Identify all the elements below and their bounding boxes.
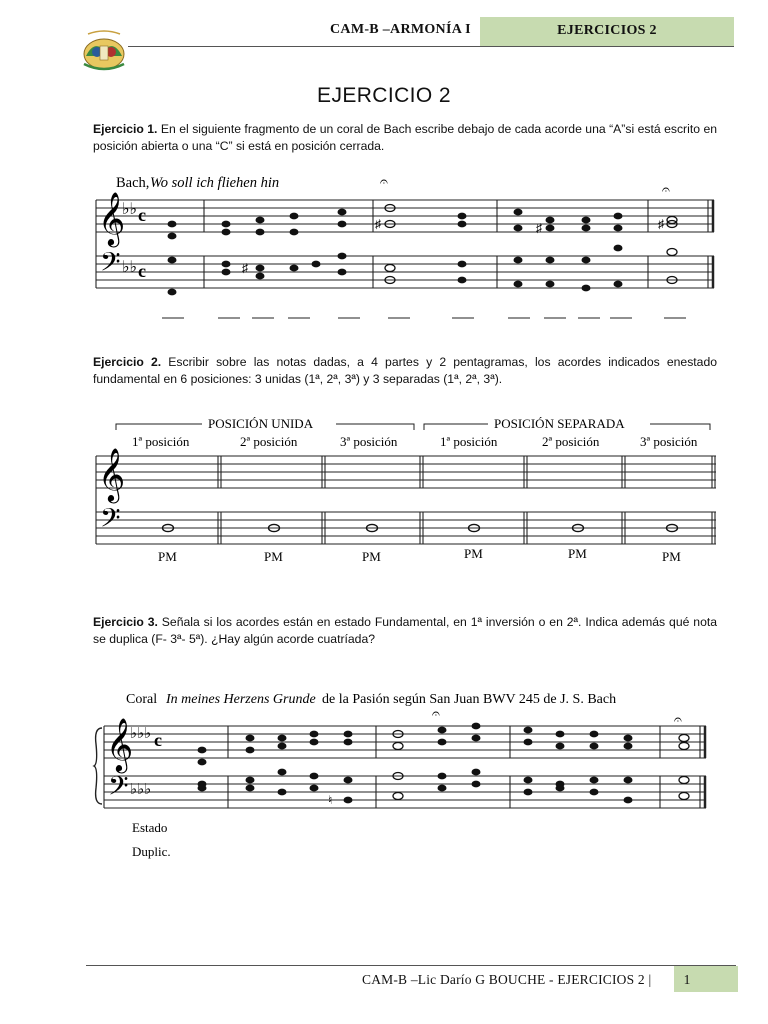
row-label-estado: Estado <box>132 820 168 835</box>
row-label-duplic: Duplic. <box>132 844 171 859</box>
barlines <box>104 726 705 808</box>
chord-label: PM <box>264 549 283 564</box>
key-signature-flats: ♭♭ <box>122 201 138 218</box>
position-label: 2ª posición <box>542 434 600 449</box>
exercise-2-label: Ejercicio 2. <box>93 355 162 369</box>
chord-label: PM <box>158 549 177 564</box>
exercise-3-instructions <box>93 614 717 648</box>
header-divider <box>128 46 734 47</box>
chord-label: PM <box>464 546 483 561</box>
bass-clef: 𝄢 <box>100 503 121 539</box>
sharp-icon: ♯ <box>375 217 381 231</box>
header-section-label: EJERCICIOS 2 <box>557 23 657 38</box>
exercise-2-instructions <box>93 354 717 388</box>
chord-notes <box>168 209 623 296</box>
chord-label: PM <box>568 546 587 561</box>
half-notes <box>393 731 689 800</box>
fermata-icon: 𝄐 <box>380 175 388 190</box>
chord-label: PM <box>362 549 381 564</box>
time-signature-bass: c <box>138 261 146 281</box>
treble-clef: 𝄞 <box>98 193 126 244</box>
position-label: 1ª posición <box>440 434 498 449</box>
bass-staff <box>96 512 716 544</box>
treble-clef: 𝄞 <box>106 719 134 770</box>
footer-divider <box>86 965 736 966</box>
exercise-3-text: Señala si los acordes están en estado Fundamental, en 1ª inversión o en 2ª. Indica además qué nota se duplica (F- 3ª- 5ª). ¿Hay algún acorde cuatríada? <box>93 615 718 646</box>
score-3-caption-pre: Coral <box>126 692 158 707</box>
bass-clef: 𝄢 <box>100 247 121 283</box>
score-1-caption-title: Wo soll ich fliehen hin <box>150 175 280 191</box>
score-exercise-3 <box>92 684 722 864</box>
exercise-2-text: Escribir sobre las notas dadas, a 4 partes y 2 pentagramas, los acordes indicados enestado fundamental en 6 posiciones: 3 unidas (1ª, 2ª, 3ª) y 3 separadas (1ª, 2ª, 3ª). <box>93 355 718 386</box>
score-3-caption-title: In meines Herzens Grunde <box>166 692 316 707</box>
key-signature-flats-bass: ♭♭♭ <box>130 782 152 798</box>
treble-staff <box>96 456 716 488</box>
page-title: EJERCICIO 2 <box>317 84 451 107</box>
chord-label: PM <box>662 549 681 564</box>
time-signature: c <box>138 205 146 225</box>
sharp-icon: ♯ <box>242 261 248 275</box>
exercise-1-label: Ejercicio 1. <box>93 122 158 136</box>
treble-clef: 𝄞 <box>98 449 126 500</box>
natural-icon: ♮ <box>328 793 333 807</box>
barlines <box>96 456 715 544</box>
chord-notes <box>198 723 633 804</box>
page-number: 1 <box>683 972 691 987</box>
institution-logo <box>80 28 128 74</box>
footer-text: CAM-B –Lic Darío G BOUCHE - EJERCICIOS 2 | <box>362 972 652 987</box>
score-exercise-1 <box>92 168 722 328</box>
time-signature: c <box>154 730 162 750</box>
fermata-icon: 𝄐 <box>432 707 440 722</box>
exercise-1-instructions <box>93 121 717 155</box>
group-label-unida: POSICIÓN UNIDA <box>208 416 314 431</box>
score-exercise-2 <box>92 412 722 572</box>
header-course-title: CAM-B –ARMONÍA I <box>330 22 471 37</box>
fermata-icon: 𝄐 <box>662 183 670 198</box>
position-label: 3ª posición <box>640 434 698 449</box>
exercise-1-text: En el siguiente fragmento de un coral de Bach escribe debajo de cada acorde una “A”si está escrito en posición abierta o una “C” si está en posición cerrada. <box>93 122 718 153</box>
fermata-icon: 𝄐 <box>674 713 682 728</box>
score-1-caption-composer: Bach, <box>116 175 150 191</box>
exercise-3-label: Ejercicio 3. <box>93 615 158 629</box>
key-signature-flats-bass: ♭♭ <box>122 259 138 276</box>
bass-staff <box>104 776 706 808</box>
grand-staff-brace <box>94 728 102 804</box>
position-label: 3ª posición <box>340 434 398 449</box>
sharp-icon: ♯ <box>658 217 664 231</box>
sharp-icon: ♯ <box>536 221 542 235</box>
position-label: 1ª posición <box>132 434 190 449</box>
position-label: 2ª posición <box>240 434 298 449</box>
score-3-caption-post: de la Pasión según San Juan BWV 245 de J. S. Bach <box>322 692 617 707</box>
bass-clef: 𝄢 <box>108 771 129 807</box>
treble-staff <box>104 726 706 758</box>
group-label-separada: POSICIÓN SEPARADA <box>494 416 625 431</box>
key-signature-flats: ♭♭♭ <box>130 726 152 742</box>
